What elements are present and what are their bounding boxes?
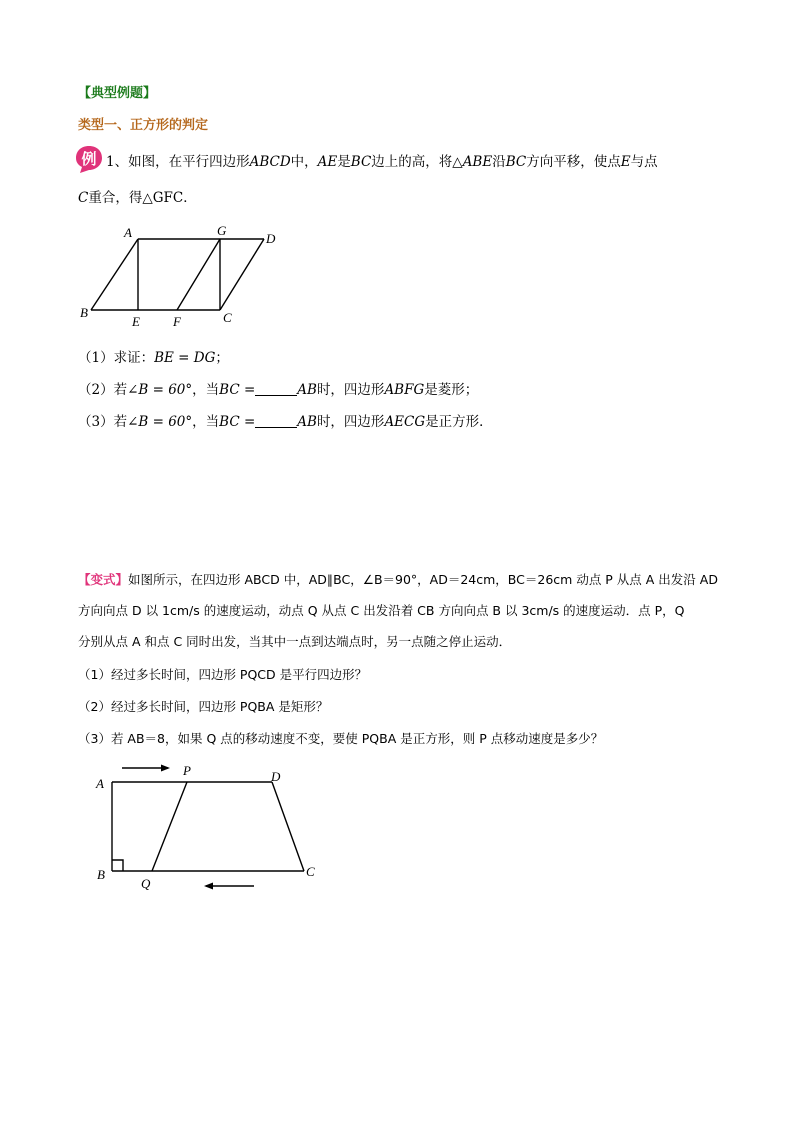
ex2-q1: （1）经过多长时间，四边形 PQCD 是平行四边形？: [78, 667, 368, 682]
right-angle-mark: [112, 860, 123, 871]
label-G: G: [217, 223, 227, 238]
segment-PQ: [152, 782, 187, 871]
answer-blank[interactable]: [255, 413, 297, 428]
label-A: A: [96, 776, 104, 791]
label-P: P: [183, 763, 191, 778]
ex1-line2: C重合，得△GFC．: [78, 190, 197, 206]
segment-AB: [91, 239, 138, 310]
label-C: C: [306, 864, 315, 879]
label-A: A: [124, 225, 132, 240]
ex2-line1: 【变式】如图所示，在四边形 ABCD 中，AD∥BC，∠B＝90°，AD＝24cm，BC＝26cm 动点 P 从点 A 出发沿 AD: [78, 572, 718, 587]
ex1-line1: 1、如图，在平行四边形ABCD中，AE是BC边上的高，将△ABE沿BC方向平移，使点E与点: [106, 154, 658, 170]
ex2-q3: （3）若 AB＝8，如果 Q 点的移动速度不变，要使 PQBA 是正方形，则 P 点移动速度是多少？: [78, 731, 604, 746]
segment-DC: [272, 782, 304, 871]
badge-char: 例: [81, 150, 97, 168]
ex1-q3: （3）若∠B = 60°，当BC = AB时，四边形AECG是正方形．: [78, 414, 493, 430]
label-B: B: [80, 305, 88, 320]
ex2-line3: 分别从点 A 和点 C 同时出发，当其中一点到达端点时，另一点随之停止运动．: [78, 634, 512, 649]
ex1-q2: （2）若∠B = 60°，当BC = AB时，四边形ABFG是菱形；: [78, 382, 479, 398]
label-D: D: [271, 769, 281, 784]
arrow-right-icon: [161, 765, 170, 772]
ex2-q2: （2）经过多长时间，四边形 PQBA 是矩形？: [78, 699, 329, 714]
label-E: E: [132, 314, 140, 329]
label-Q: Q: [141, 876, 151, 891]
arrow-left-icon: [204, 883, 213, 890]
label-D: D: [266, 231, 276, 246]
figure-trapezoid: [90, 756, 330, 896]
label-F: F: [173, 314, 181, 329]
segment-CD: [220, 239, 264, 310]
example-badge-icon: [74, 144, 104, 174]
ex2-line2: 方向向点 D 以 1cm/s 的速度运动，动点 Q 从点 C 出发沿着 CB 方向向点 B 以 3cm/s 的速度运动．点 P，Q: [78, 603, 685, 618]
section-title: 【典型例题】: [78, 86, 157, 101]
segment-GF: [177, 239, 220, 310]
ex1-q1: （1）求证：BE = DG；: [78, 350, 229, 366]
answer-blank[interactable]: [255, 381, 297, 396]
figure-parallelogram: [76, 220, 286, 332]
label-B: B: [97, 867, 105, 882]
label-C: C: [223, 310, 232, 325]
type-title: 类型一、正方形的判定: [78, 118, 209, 133]
